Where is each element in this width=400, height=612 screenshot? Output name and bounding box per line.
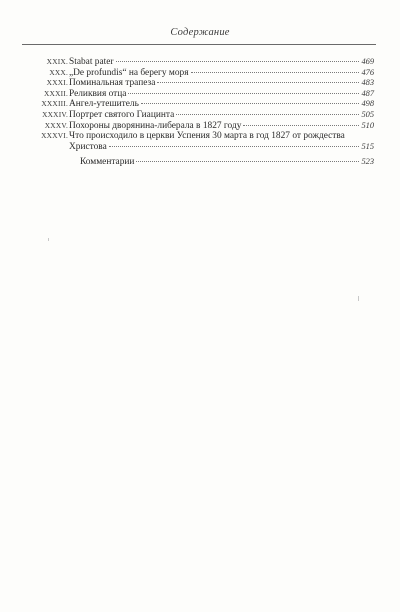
page-number: 510 [361, 120, 374, 130]
page-number: 498 [361, 99, 374, 109]
running-header-title: Содержание [170, 27, 230, 38]
chapter-title: Реликвия отца [69, 88, 127, 99]
toc-entry [0, 121, 400, 132]
dot-leader [157, 82, 359, 83]
chapter-title: Ангел-утешитель [69, 99, 139, 110]
chapter-title: Похороны дворянина-либерала в 1827 году [69, 120, 242, 131]
page-number: 469 [361, 57, 374, 66]
toc-entry [0, 99, 400, 110]
dot-leader [128, 93, 359, 94]
chapter-number: XXXI. [46, 78, 68, 88]
page-number: 483 [361, 78, 374, 88]
toc-entry [0, 89, 400, 100]
page-number: 523 [361, 157, 374, 166]
chapter-number: XXXVI. [41, 131, 68, 141]
toc-entry [0, 110, 400, 121]
chapter-number: XXXV. [44, 120, 68, 130]
chapter-number: XXX. [49, 67, 68, 77]
dot-leader [243, 125, 359, 126]
chapter-number: XXXIV. [42, 109, 68, 119]
chapter-title: Поминальная трапеза [69, 78, 156, 89]
toc-entry [0, 68, 400, 79]
dot-leader [109, 146, 360, 147]
page-number: 515 [361, 141, 374, 151]
comments-title: Комментарии [80, 157, 135, 167]
dot-leader [176, 114, 359, 115]
chapter-number: XXIX. [46, 57, 68, 66]
page-number: 505 [361, 109, 374, 119]
page-number: 487 [361, 88, 374, 98]
chapter-title: Stabat pater [69, 57, 114, 67]
dot-leader [141, 103, 360, 104]
page-number: 476 [361, 67, 374, 77]
paper-speck [48, 238, 49, 241]
dot-leader [116, 61, 360, 62]
chapter-title: Портрет святого Гиацинта [69, 109, 175, 120]
toc-entry [0, 57, 400, 68]
dot-leader [136, 161, 359, 162]
chapter-title: „De profundis“ на берегу моря [69, 67, 189, 78]
dot-leader [191, 72, 360, 73]
chapter-title-line1: Что происходило в церкви Успения 30 марта в год 1827 от рождества [69, 131, 345, 142]
chapter-number: XXXII. [44, 88, 68, 98]
toc-entry [0, 131, 400, 152]
toc-entry [0, 78, 400, 89]
chapter-number: XXXIII. [41, 99, 68, 109]
header-rule [22, 44, 376, 45]
chapter-title-line2: Христова [69, 141, 107, 152]
table-of-contents [0, 57, 400, 152]
paper-speck [358, 296, 359, 301]
